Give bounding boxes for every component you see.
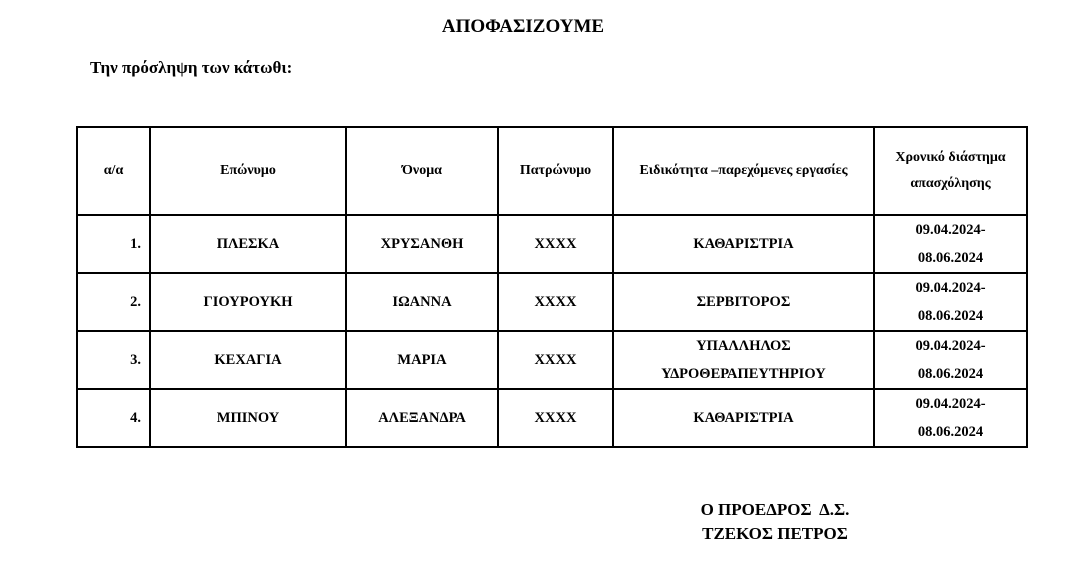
cell-name: ΧΡΥΣΑΝΘΗ [346,215,498,273]
cell-period [874,389,1027,447]
cell-period [874,331,1027,389]
header-specialty: Ειδικότητα –παρεχόμενες εργασίες [613,127,874,215]
table-row [77,331,1027,389]
cell-surname: ΓΙΟΥΡΟΥΚΗ [150,273,346,331]
cell-num: 3. [77,331,150,389]
cell-specialty: ΚΑΘΑΡΙΣΤΡΙΑ [613,389,874,447]
cell-father: XXXX [498,331,613,389]
cell-father: XXXX [498,389,613,447]
cell-period [874,273,1027,331]
hires-table [76,126,1028,448]
cell-surname: ΜΠΙΝΟΥ [150,389,346,447]
cell-name: ΑΛΕΞΑΝΔΡΑ [346,389,498,447]
table-header-row [77,127,1027,215]
cell-num: 2. [77,273,150,331]
cell-specialty: ΚΑΘΑΡΙΣΤΡΙΑ [613,215,874,273]
table-row [77,273,1027,331]
cell-surname: ΠΛΕΣΚΑ [150,215,346,273]
cell-num: 4. [77,389,150,447]
signature-name: ΤΖΕΚΟΣ ΠΕΤΡΟΣ [702,524,848,543]
cell-specialty: ΥΠΑΛΛΗΛΟΣ ΥΔΡΟΘΕΡΑΠΕΥΤΗΡΙΟΥ [613,331,874,389]
cell-period [874,215,1027,273]
signature-block [660,498,890,546]
table-row [77,389,1027,447]
period-text: 09.04.2024-08.06.2024 [915,280,986,324]
intro-text: Την πρόσληψη των κάτωθι: [90,58,293,77]
cell-surname: ΚΕΧΑΓΙΑ [150,331,346,389]
period-text: 09.04.2024-08.06.2024 [915,396,986,440]
header-name: Όνομα [346,127,498,215]
cell-father: XXXX [498,273,613,331]
period-text: 09.04.2024-08.06.2024 [915,222,986,266]
period-text: 09.04.2024-08.06.2024 [915,338,986,382]
cell-specialty: ΣΕΡΒΙΤΟΡΟΣ [613,273,874,331]
signature-role: Ο ΠΡΟΕΔΡΟΣ Δ.Σ. [700,500,850,519]
cell-father: XXXX [498,215,613,273]
document-title: ΑΠΟΦΑΣΙΖΟΥΜΕ [441,16,605,37]
header-surname: Επώνυμο [150,127,346,215]
header-aa: α/α [77,127,150,215]
table-row [77,215,1027,273]
cell-num: 1. [77,215,150,273]
cell-name: ΜΑΡΙΑ [346,331,498,389]
cell-name: ΙΩΑΝΝΑ [346,273,498,331]
header-period: Χρονικό διάστημα απασχόλησης [874,127,1027,215]
header-father: Πατρώνυμο [498,127,613,215]
